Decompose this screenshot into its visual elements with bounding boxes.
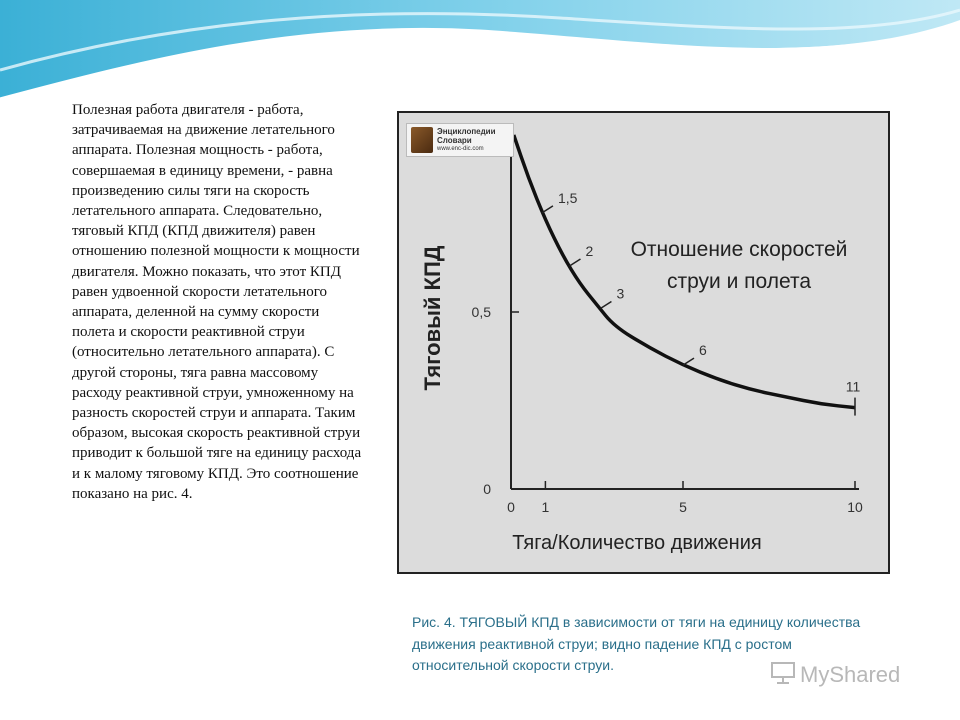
myshared-logo	[770, 660, 900, 690]
x-tick-label: 5	[679, 499, 687, 515]
legend-text-line: струи и полета	[666, 270, 812, 293]
legend-text-line: Отношение скоростей	[630, 238, 848, 261]
x-tick-label: 1	[541, 499, 550, 515]
x-tick-label: 0	[507, 499, 515, 515]
ratio-label: 2	[585, 242, 594, 259]
slide-body-text: Полезная работа двигателя - работа, затрачиваемая на движение летательного аппарата. Полезная мощность - работа, совершаемая в единицу времени, - равна произведению силы тяги на скорость летательного аппарата. Следовательно, тяговый КПД (КПД движителя) равен отношению полезной мощности к мощности двигателя. Можно показать, что этот КПД равен удвоенной скорости летательного аппарата, деленной на сумму скорости полета и скорости реактивной струи (относительно летательного аппарата). С другой стороны, тяга равна массовому расходу реактивной струи, умноженному на разность скоростей струи и аппарата. Таким образом, высокая скорость реактивной струи приводит к большой тяге на единицу расхода и к малому тяговому КПД. Это соотношение показано на рис. 4.	[72, 102, 362, 502]
chart-frame	[397, 111, 890, 574]
y-tick-label: 0	[483, 481, 491, 497]
figure-caption: Рис. 4. ТЯГОВЫЙ КПД в зависимости от тяги на единицу количества движения реактивной струи; видно падение КПД с ростом относительной скорости струи.	[412, 614, 861, 673]
ratio-label: 3	[616, 285, 625, 302]
efficiency-chart	[399, 113, 888, 572]
y-tick-label: 0,5	[471, 304, 491, 320]
presentation-icon	[770, 659, 796, 691]
ratio-label: 6	[699, 342, 707, 359]
site-logo-text: MyShared	[800, 662, 901, 687]
watermark-title: Энциклопедии Словари	[437, 127, 496, 145]
book-icon	[411, 127, 433, 153]
x-tick-label: 10	[847, 499, 863, 515]
x-axis-label: Тяга/Количество движения	[512, 532, 762, 554]
ratio-label: 1,5	[557, 189, 578, 206]
ratio-label: 11	[845, 378, 861, 395]
header-wave-decoration	[0, 0, 960, 110]
y-axis-label: Тяговый КПД	[420, 245, 445, 391]
watermark-url: www.enc-dic.com	[437, 146, 484, 152]
encyclopedia-watermark	[406, 123, 514, 157]
